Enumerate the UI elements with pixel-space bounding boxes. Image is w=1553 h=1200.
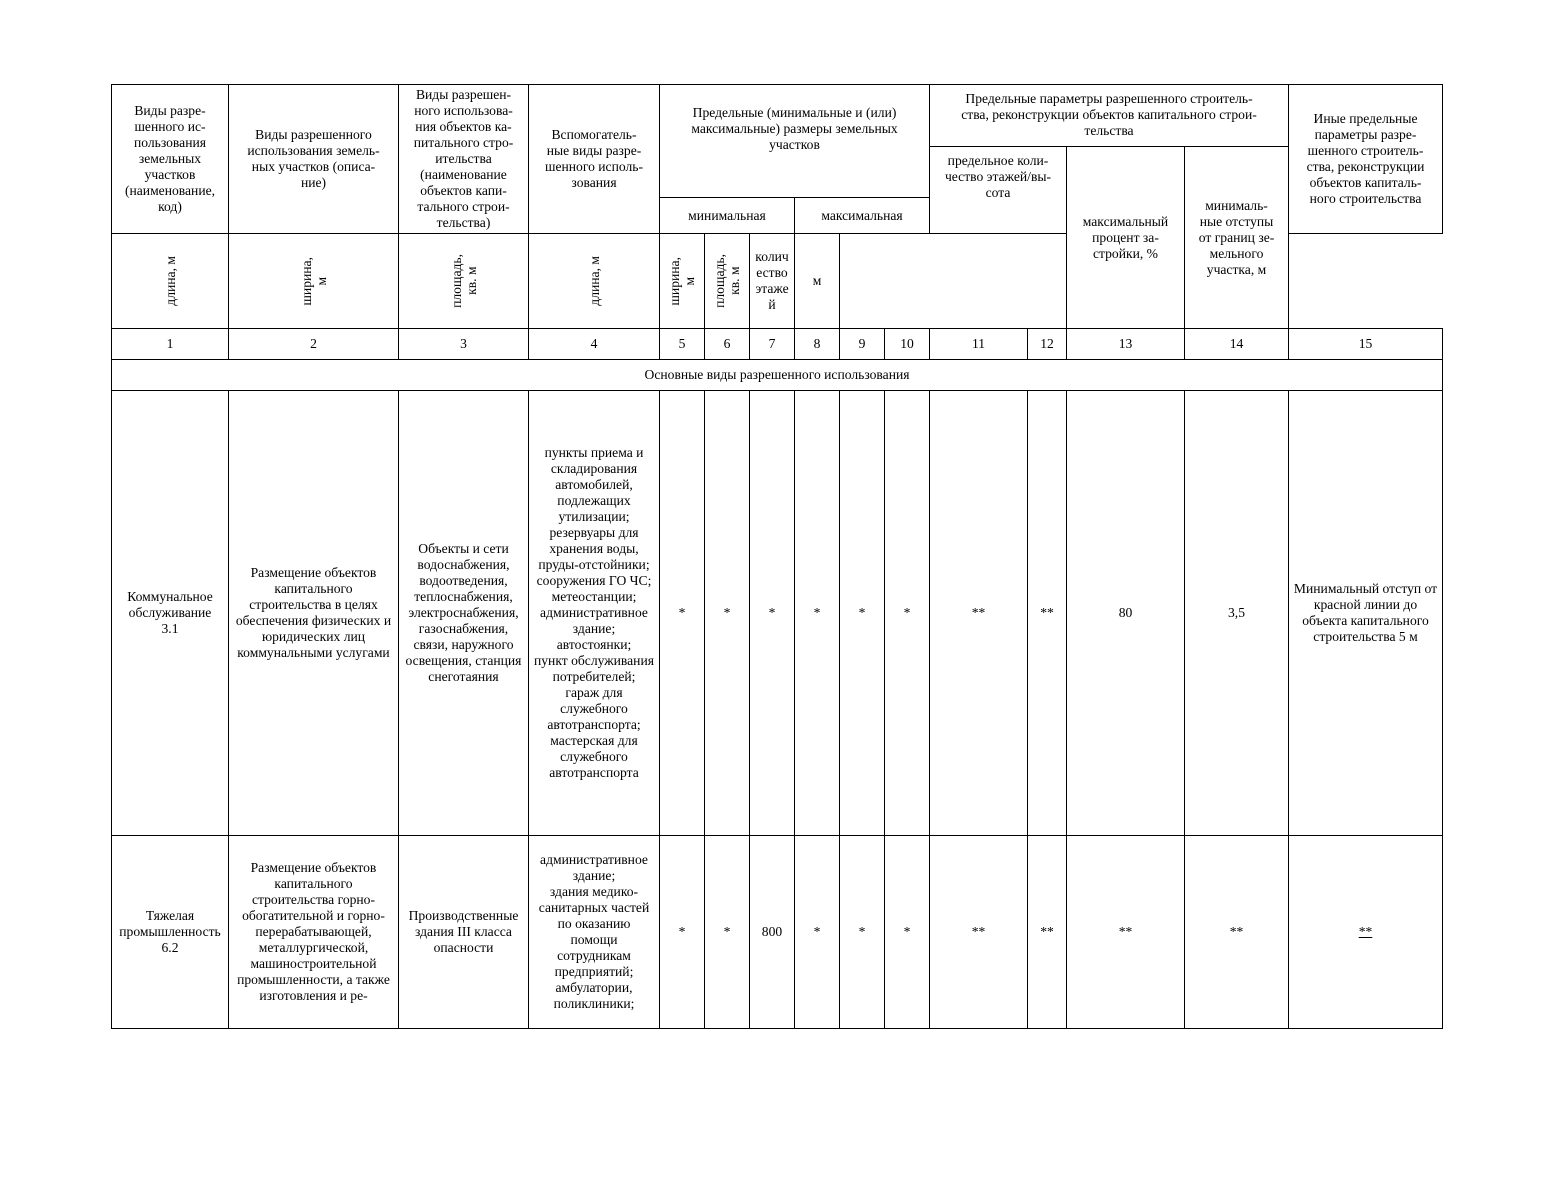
cell-objects: Объекты и сети водоснабжения, водоотведения, теплоснабжения, электроснабжения, газоснабжения, связи, наружного освещения, станция снеготаяния xyxy=(399,391,529,836)
cell-other-params: ** xyxy=(1289,836,1443,1029)
header-col-11-floors: количество этажей xyxy=(750,234,795,329)
column-numbers-row xyxy=(112,329,1443,360)
table-row xyxy=(112,391,1443,836)
cell-min-setback: 3,5 xyxy=(1185,391,1289,836)
header-params-group: Предельные параметры разрешенного строитель- ства, реконструкции объектов капитального строи- тельства xyxy=(930,85,1289,147)
column-number: 11 xyxy=(930,329,1028,360)
cell-auxiliary-uses: административное здание; здания медико-санитарных частей по оказанию помощи сотрудникам предприятий; амбулатории, поликлиники; xyxy=(529,836,660,1029)
header-col-6-width: ширина, м xyxy=(229,234,399,329)
cell-use-type: Тяжелая промышленность 6.2 xyxy=(112,836,229,1029)
cell-min-width: * xyxy=(705,836,750,1029)
cell-min-area: * xyxy=(750,391,795,836)
cell-max-width: * xyxy=(840,391,885,836)
land-use-table xyxy=(111,84,1443,1029)
header-col-12-meters: м xyxy=(795,234,840,329)
cell-floors: ** xyxy=(930,391,1028,836)
header-col-1: Виды разре- шенного ис- пользования земельных участков (наименование, код) xyxy=(112,85,229,234)
header-col-8-length: длина, м xyxy=(529,234,660,329)
section-title: Основные виды разрешенного использования xyxy=(112,360,1443,391)
cell-max-area: * xyxy=(885,391,930,836)
cell-height: ** xyxy=(1028,836,1067,1029)
cell-min-length: * xyxy=(660,836,705,1029)
cell-max-area: * xyxy=(885,836,930,1029)
column-number: 4 xyxy=(529,329,660,360)
cell-max-coverage: ** xyxy=(1067,836,1185,1029)
cell-min-setback: ** xyxy=(1185,836,1289,1029)
header-col-3: Виды разрешен- ного использова- ния объектов ка- питального стро- ительства (наименование объектов капи- тального строи- тельства) xyxy=(399,85,529,234)
cell-height: ** xyxy=(1028,391,1067,836)
header-col-4: Вспомогатель- ные виды разре- шенного исполь- зования xyxy=(529,85,660,234)
cell-auxiliary-uses: пункты приема и складирования автомобилей, подлежащих утилизации; резервуары для хранения воды, пруды-отстойники; сооружения ГО ЧС; метеостанции; административное здание; автостоянки; пункт обслуживания потребителей; гараж для служебного автотранспорта; мастерская для служебного автотранспорта xyxy=(529,391,660,836)
header-minimal: минимальная xyxy=(660,198,795,234)
header-col-5-length: длина, м xyxy=(112,234,229,329)
header-col-10-area: площадь, кв. м xyxy=(705,234,750,329)
header-col-13: максимальный процент за- стройки, % xyxy=(1067,147,1185,329)
cell-max-coverage: 80 xyxy=(1067,391,1185,836)
header-col-15: Иные предельные параметры разре- шенного строитель- ства, реконструкции объектов капиталь- ного строительства xyxy=(1289,85,1443,234)
header-col-2: Виды разрешенного использования земель- ных участков (описа- ние) xyxy=(229,85,399,234)
column-number: 9 xyxy=(840,329,885,360)
cell-max-width: * xyxy=(840,836,885,1029)
cell-other-params: Минимальный отступ от красной линии до объекта капитального строительства 5 м xyxy=(1289,391,1443,836)
header-maximal: максимальная xyxy=(795,198,930,234)
column-number: 14 xyxy=(1185,329,1289,360)
column-number: 7 xyxy=(750,329,795,360)
table-row xyxy=(112,836,1443,1029)
column-number: 2 xyxy=(229,329,399,360)
cell-max-length: * xyxy=(795,836,840,1029)
cell-use-description: Размещение объектов капитального строительства в целях обеспечения физических и юридических лиц коммунальными услугами xyxy=(229,391,399,836)
header-col-14: минималь- ные отступы от границ зе- мельного участка, м xyxy=(1185,147,1289,329)
cell-objects: Производственные здания III класса опасности xyxy=(399,836,529,1029)
column-number: 3 xyxy=(399,329,529,360)
cell-use-type: Коммунальное обслуживание 3.1 xyxy=(112,391,229,836)
header-col-9-width: ширина, м xyxy=(660,234,705,329)
cell-min-area: 800 xyxy=(750,836,795,1029)
column-number: 5 xyxy=(660,329,705,360)
header-sizes-group: Предельные (минимальные и (или) максимальные) размеры земельных участков xyxy=(660,85,930,198)
cell-min-length: * xyxy=(660,391,705,836)
column-number: 1 xyxy=(112,329,229,360)
column-number: 13 xyxy=(1067,329,1185,360)
column-number: 15 xyxy=(1289,329,1443,360)
column-number: 12 xyxy=(1028,329,1067,360)
column-number: 6 xyxy=(705,329,750,360)
cell-min-width: * xyxy=(705,391,750,836)
column-number: 8 xyxy=(795,329,840,360)
header-col-7-area: площадь, кв. м xyxy=(399,234,529,329)
header-floors-group: предельное коли- чество этажей/вы- сота xyxy=(930,147,1067,234)
column-number: 10 xyxy=(885,329,930,360)
cell-use-description: Размещение объектов капитального строительства горно-обогатительной и горно-перерабатывающей, металлургической, машиностроительной промышленности, а также изготовления и ре- xyxy=(229,836,399,1029)
cell-max-length: * xyxy=(795,391,840,836)
cell-floors: ** xyxy=(930,836,1028,1029)
